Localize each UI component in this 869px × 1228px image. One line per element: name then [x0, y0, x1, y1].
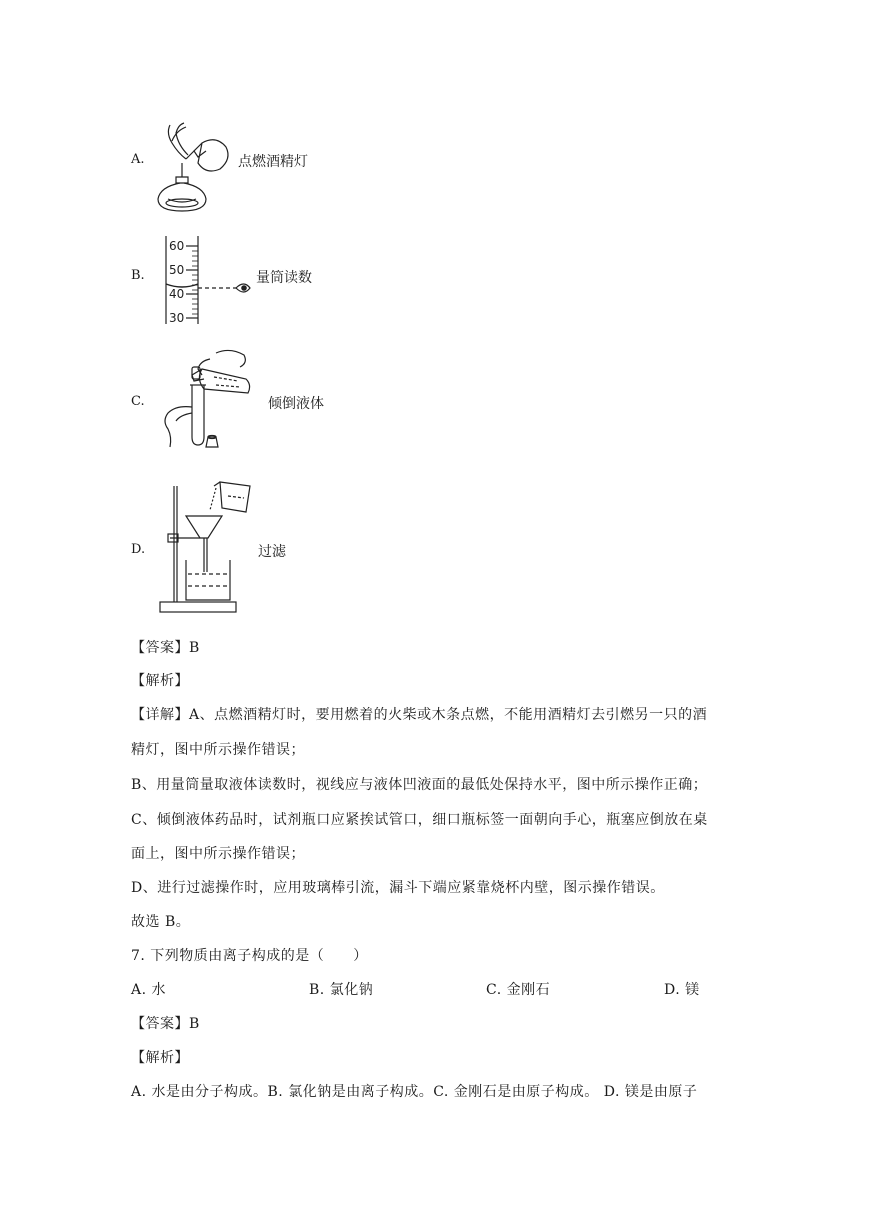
cylinder-tick-60: 60: [169, 239, 185, 253]
q6-detail-line-1: 【详解】A、点燃酒精灯时，要用燃着的火柴或木条点燃，不能用酒精灯去引燃另一只的酒: [131, 707, 708, 723]
q6-detail-line-5: 面上，图中所示操作错误；: [131, 846, 305, 862]
cylinder-tick-50: 50: [169, 263, 185, 277]
q6-detail-line-3: B、用量筒量取液体读数时，视线应与液体凹液面的最低处保持水平，图中所示操作正确；: [131, 777, 708, 793]
q7-stem: 7. 下列物质由离子构成的是（ ）: [131, 948, 368, 964]
q6-conclusion: 故选 B。: [131, 914, 191, 930]
alcohol-lamp-illustration: [150, 115, 240, 215]
option-b-caption: 量筒读数: [256, 270, 312, 286]
q6-analysis-label: 【解析】: [131, 673, 189, 689]
cylinder-tick-40: 40: [169, 287, 185, 301]
q7-option-a: A. 水: [131, 982, 167, 998]
option-c-caption: 倾倒液体: [268, 396, 324, 412]
option-d-letter: D.: [131, 542, 146, 557]
q6-answer: 【答案】B: [131, 640, 200, 656]
option-a-letter: A.: [131, 152, 145, 167]
q6-detail-line-6: D、进行过滤操作时，应用玻璃棒引流，漏斗下端应紧靠烧杯内壁，图示操作错误。: [131, 880, 665, 896]
cylinder-tick-30: 30: [169, 311, 185, 325]
q7-option-d: D. 镁: [664, 982, 700, 998]
q7-answer: 【答案】B: [131, 1016, 200, 1032]
q7-option-c: C. 金刚石: [486, 982, 551, 998]
q7-analysis-label: 【解析】: [131, 1050, 189, 1066]
option-b-letter: B.: [131, 268, 145, 283]
option-a-caption: 点燃酒精灯: [238, 154, 308, 170]
q7-option-b: B. 氯化钠: [309, 982, 374, 998]
q6-detail-line-4: C、倾倒液体药品时，试剂瓶口应紧挨试管口，细口瓶标签一面朝向手心，瓶塞应倒放在桌: [131, 812, 708, 828]
option-d-caption: 过滤: [258, 544, 286, 560]
option-c-letter: C.: [131, 394, 145, 409]
filtration-apparatus-illustration: [158, 476, 268, 616]
q7-analysis-line: A. 水是由分子构成。B. 氯化钠是由离子构成。C. 金刚石是由原子构成。 D. 镁是由原子: [131, 1084, 698, 1100]
graduated-cylinder-illustration: [160, 232, 260, 328]
pouring-liquid-illustration: [152, 345, 262, 455]
q6-detail-line-2: 精灯，图中所示操作错误；: [131, 742, 305, 758]
